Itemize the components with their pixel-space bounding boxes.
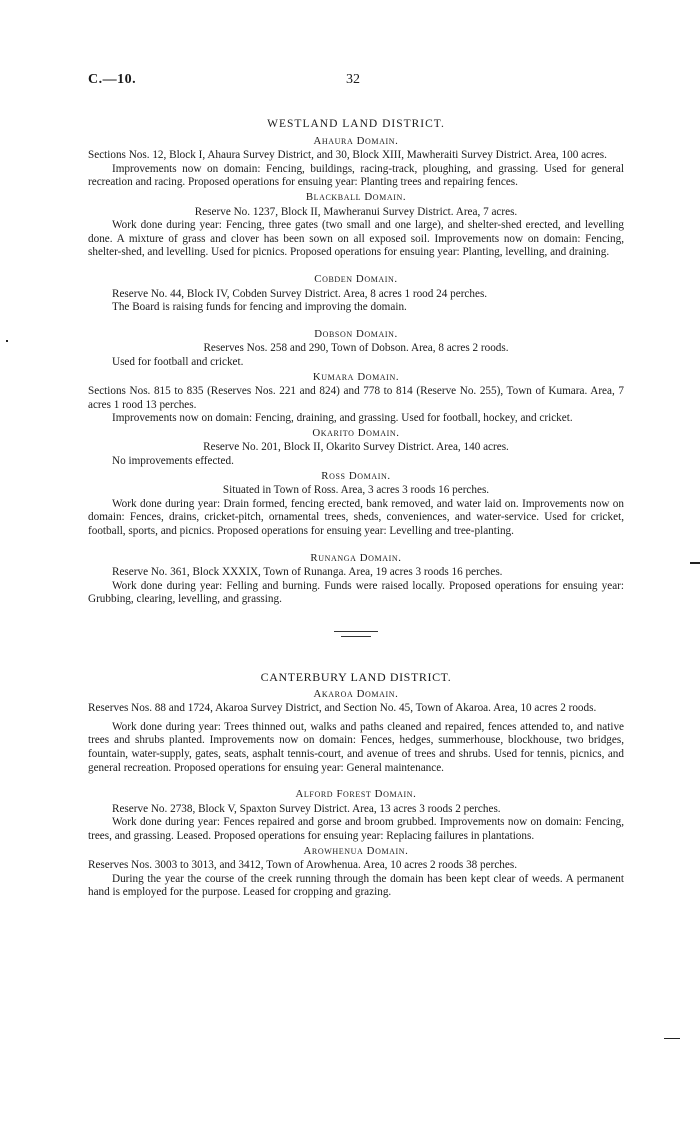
alford-forest-details: Work done during year: Fences repaired and gorse and broom grubbed. Improvements now on domain: Fencing, trees, and grassing. Leased. Proposed operations for ensuing year: Replacing failures in plantations. (88, 816, 624, 842)
okarito-details: No improvements effected. (112, 455, 234, 468)
blackball-description: Reserve No. 1237, Block II, Mawheranui Survey District. Area, 7 acres. (194, 205, 518, 218)
ahaura-details: Improvements now on domain: Fencing, buildings, racing-track, ploughing, and grassing. Used for general recreation and racing. Proposed operations for ensuing year: Planting trees and repairing fences. (88, 162, 624, 189)
cobden-domain-heading: Cobden Domain. (314, 272, 398, 285)
dobson-description: Reserves Nos. 258 and 290, Town of Dobson. Area, 8 acres 2 roods. (203, 342, 509, 355)
cobden-details: The Board is raising funds for fencing and improving the domain. (112, 301, 407, 314)
runanga-domain-heading: Runanga Domain. (310, 551, 402, 564)
okarito-description: Reserve No. 201, Block II, Okarito Survey District. Area, 140 acres. (203, 441, 509, 454)
scan-edge-mark (664, 1038, 680, 1039)
kumara-details: Improvements now on domain: Fencing, draining, and grassing. Used for football, hockey, and cricket. (112, 412, 573, 425)
arowhenua-details: During the year the course of the creek running through the domain has been kept clear of weeds. A permanent hand is employed for the purpose. Leased for cropping and grazing. (88, 872, 624, 899)
akaroa-description: Reserves Nos. 88 and 1724, Akaroa Survey District, and Section No. 45, Town of Akaroa. Area, 10 acres 2 roods. (88, 702, 597, 715)
runanga-details: Work done during year: Felling and burning. Funds were raised locally. Proposed operations for ensuing year: Grubbing, clearing, levelling, and grassing. (88, 579, 624, 606)
runanga-description: Reserve No. 361, Block XXXIX, Town of Runanga. Area, 19 acres 3 roods 16 perches. (112, 566, 503, 579)
ross-description: Situated in Town of Ross. Area, 3 acres 3 roods 16 perches. (222, 484, 490, 497)
canterbury-district-heading: CANTERBURY LAND DISTRICT. (260, 670, 452, 684)
section-divider-short (341, 636, 371, 637)
okarito-domain-heading: Okarito Domain. (312, 426, 400, 439)
scan-edge-mark (690, 562, 700, 564)
alford-forest-description: Reserve No. 2738, Block V, Spaxton Survey District. Area, 13 acres 3 roods 2 perches. (112, 802, 501, 815)
akaroa-domain-heading: Akaroa Domain. (313, 687, 399, 700)
westland-district-heading: WESTLAND LAND DISTRICT. (267, 118, 445, 130)
dobson-details: Used for football and cricket. (112, 355, 244, 368)
ahaura-domain-heading: Ahaura Domain. (313, 134, 399, 147)
report-code: C.—10. (88, 72, 137, 87)
page-body (88, 118, 624, 900)
ahaura-description: Sections Nos. 12, Block I, Ahaura Survey District, and 30, Block XIII, Mawheraiti Survey District. Area, 100 acres. (88, 149, 607, 162)
akaroa-details: Work done during year: Trees thinned out, walks and paths cleaned and repaired, fences attended to, and native trees and shrubs planted. Improvements now on domain: Fences, hedges, summerhouse, blockhouse, two bridges, fountain, water-supply, gates, seats, asphalt tennis-court, and avenue of trees and shrubs. Used for tennis, picnics, and general recreation. Proposed operations for ensuing year: General maintenance. (88, 720, 624, 774)
cobden-description: Reserve No. 44, Block IV, Cobden Survey District. Area, 8 acres 1 rood 24 perches. (112, 287, 488, 300)
kumara-domain-heading: Kumara Domain. (312, 370, 400, 383)
alford-forest-domain-heading: Alford Forest Domain. (295, 788, 417, 801)
page-number: 32 (346, 72, 360, 87)
arowhenua-description: Reserves Nos. 3003 to 3013, and 3412, Town of Arowhenua. Area, 10 acres 2 roods 38 perches. (88, 859, 518, 872)
blackball-domain-heading: Blackball Domain. (305, 190, 407, 203)
ross-details: Work done during year: Drain formed, fencing erected, bank removed, and water laid on. Improvements now on domain: Fences, drains, cricket-pitch, ornamental trees, sheds, conveniences, and water-service. Used for cricket, football, sports, and picnics. Proposed operations for ensuing year: Levelling and tree-planting. (88, 497, 624, 538)
blackball-details: Work done during year: Fencing, three gates (two small and one large), and shelter-shed erected, and levelling done. A mixture of grass and clover has been sown on all exposed soil. Improvements now on domain: Fencing, shelter-shed, and levelling. Used for picnics. Proposed operations for ensuing year: Planting, levelling, and draining. (88, 219, 624, 259)
ross-domain-heading: Ross Domain. (321, 469, 391, 482)
kumara-description: Sections Nos. 815 to 835 (Reserves Nos. 221 and 824) and 778 to 814 (Reserve No. 255), Town of Kumara. Area, 7 acres 1 rood 13 perches. (88, 385, 624, 411)
scan-edge-mark (6, 340, 8, 342)
dobson-domain-heading: Dobson Domain. (314, 327, 398, 340)
arowhenua-domain-heading: Arowhenua Domain. (303, 844, 409, 857)
section-divider-long (334, 631, 378, 632)
